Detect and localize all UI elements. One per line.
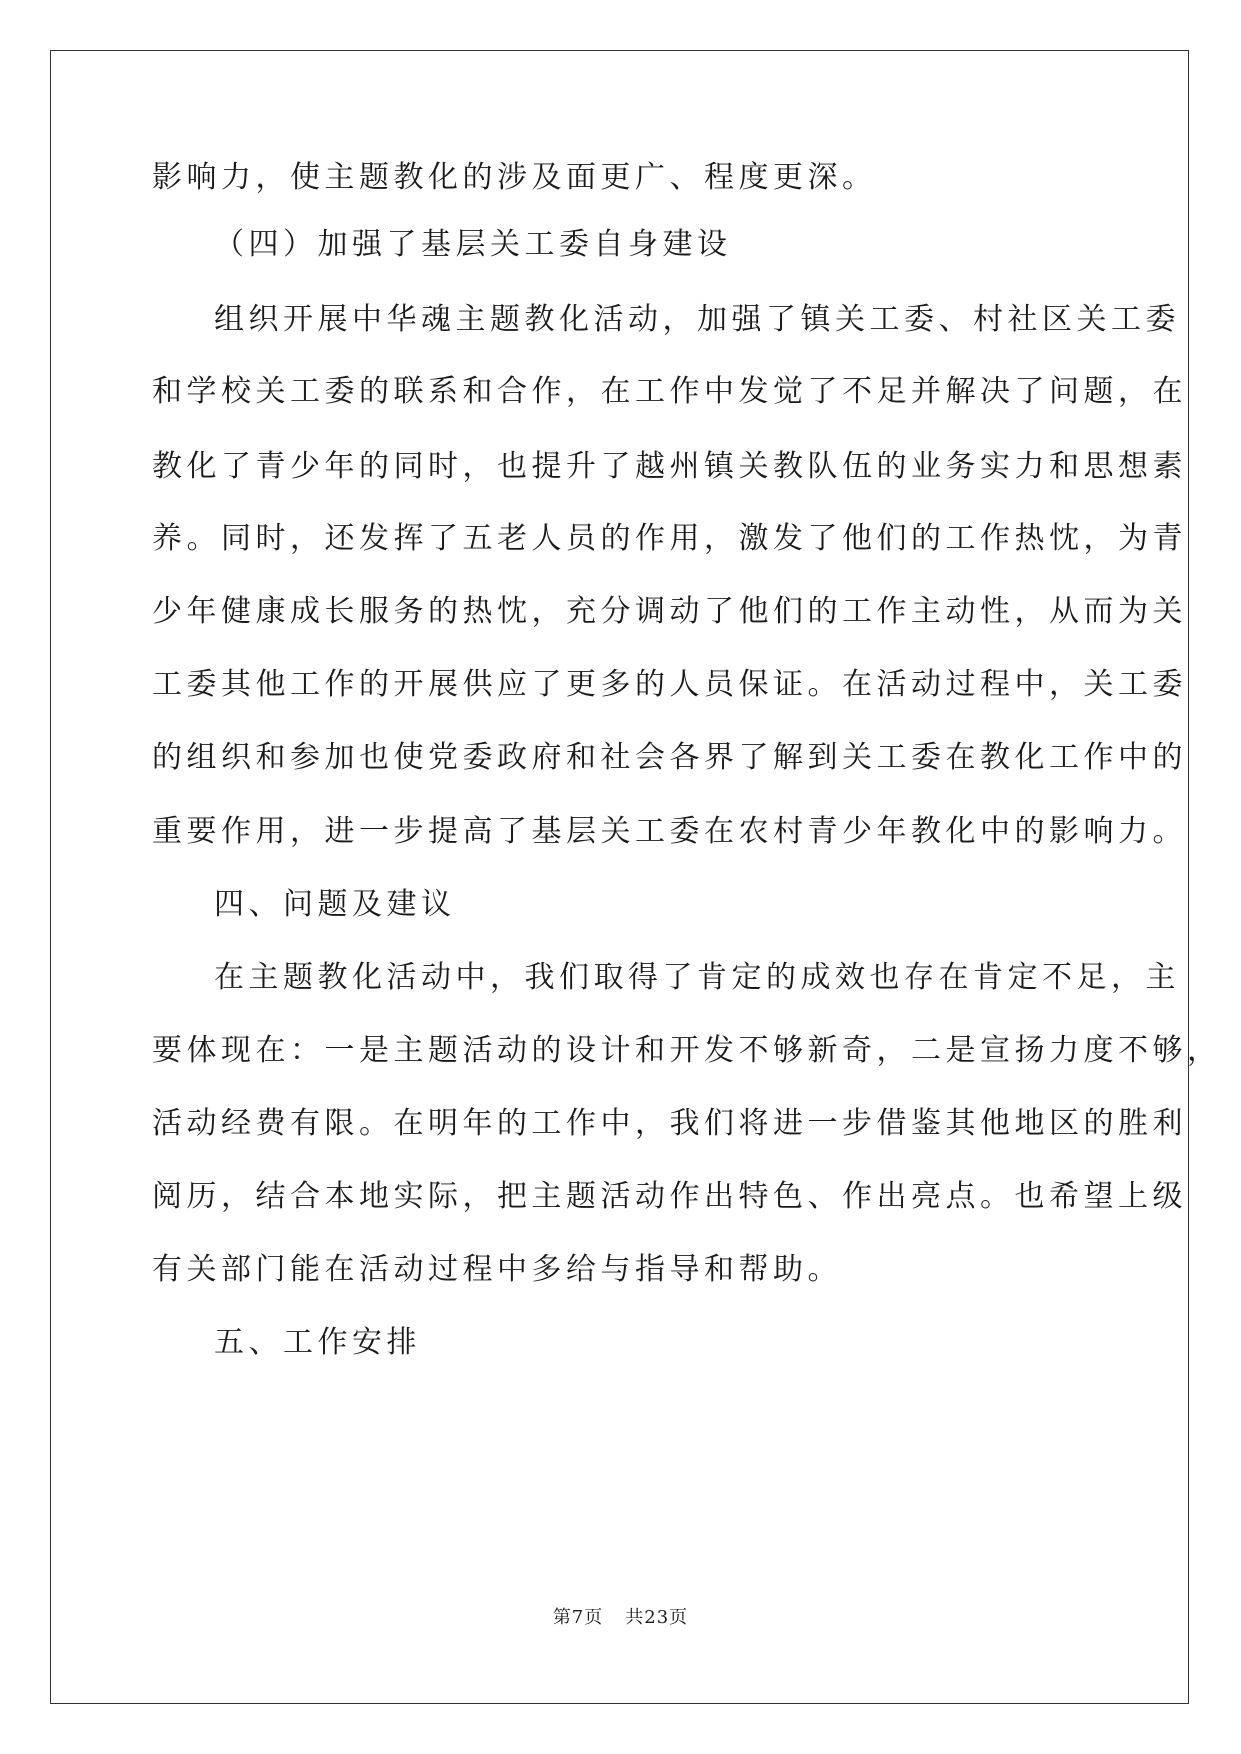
paragraph-line: 教化了青少年的同时，也提升了越州镇关教队伍的业务实力和思想素 (152, 449, 1187, 484)
paragraph-line: 养。同时，还发挥了五老人员的作用，激发了他们的工作热忱，为青 (152, 521, 1187, 556)
page-total: 共23页 (625, 1607, 689, 1628)
paragraph-line: 重要作用，进一步提高了基层关工委在农村青少年教化中的影响力。 (152, 814, 1187, 849)
section-heading-work-plan: 五、工作安排 (214, 1325, 421, 1360)
page-footer (0, 1603, 1241, 1629)
paragraph-line: 活动经费有限。在明年的工作中，我们将进一步借鉴其他地区的胜利 (152, 1106, 1187, 1141)
section-heading-problems: 四、问题及建议 (214, 887, 456, 922)
paragraph-line: 和学校关工委的联系和合作，在工作中发觉了不足并解决了问题，在 (152, 374, 1187, 409)
paragraph-line: 有关部门能在活动过程中多给与指导和帮助。 (152, 1252, 842, 1287)
paragraph-line: 在主题教化活动中，我们取得了肯定的成效也存在肯定不足，主 (214, 960, 1180, 995)
paragraph-line: 少年健康成长服务的热忱，充分调动了他们的工作主动性，从而为关 (152, 594, 1187, 629)
paragraph-line: 阅历，结合本地实际，把主题活动作出特色、作出亮点。也希望上级 (152, 1179, 1187, 1214)
section-heading-strengthen-committee: （四）加强了基层关工委自身建设 (214, 227, 732, 262)
paragraph-line: 组织开展中华魂主题教化活动，加强了镇关工委、村社区关工委 (214, 302, 1180, 337)
page-number: 第7页 (552, 1607, 604, 1628)
paragraph-line: 影响力，使主题教化的涉及面更广、程度更深。 (152, 160, 877, 195)
paragraph-line: 的组织和参加也使党委政府和社会各界了解到关工委在教化工作中的 (152, 740, 1187, 775)
page-border (50, 50, 1189, 1704)
paragraph-line: 工委其他工作的开展供应了更多的人员保证。在活动过程中，关工委 (152, 667, 1187, 702)
paragraph-line: 要体现在：一是主题活动的设计和开发不够新奇，二是宣扬力度不够， (152, 1033, 1222, 1068)
